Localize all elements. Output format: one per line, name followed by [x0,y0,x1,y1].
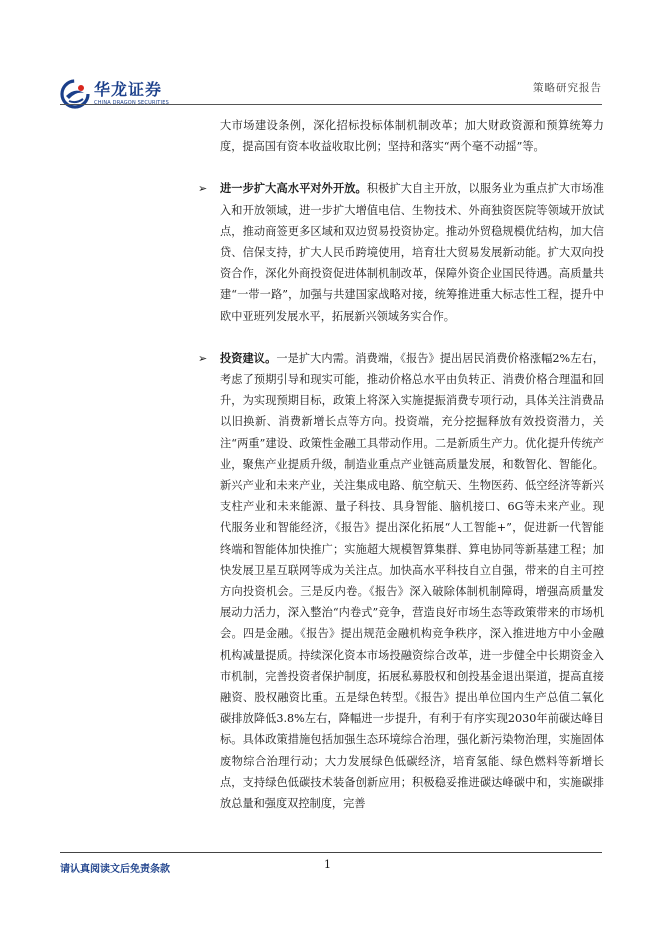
bullet-text: 积极扩大自主开放，以服务业为重点扩大市场准入和开放领域，进一步扩大增值电信、生物技术、外商独资医院等领域开放试点，推动商签更多区域和双边贸易投资协定。推动外贸稳规模优结构，加大信贷、信保支持，扩大人民币跨境使用，培育壮大贸易发展新动能。扩大双向投资合作，深化外商投资促进体制机制改革，保障外资企业国民待遇。高质量共建“一带一路”，加强与共建国家战略对接，统筹推进重大标志性工程，提升中欧中亚班列发展水平，拓展新兴领域务实合作。 [220,182,604,323]
company-logo [60,78,169,110]
arrow-bullet-icon: ➢ [198,351,208,365]
bullet-opening-up [198,178,604,326]
bullet-heading: 进一步扩大高水平对外开放。 [220,181,367,196]
arrow-bullet-icon: ➢ [198,182,208,196]
footer-disclaimer: 请认真阅读文后免责条款 [60,864,170,875]
page-header [0,0,662,112]
document-body [198,115,604,814]
footer-divider [60,852,602,853]
report-type-label: 策略研究报告 [533,82,602,94]
bullet-investment-advice [198,348,604,814]
header-divider [60,104,602,105]
page-number: 1 [324,858,331,871]
bullet-text: 一是扩大内需。消费端，《报告》提出居民消费价格涨幅2%左右，考虑了预期引导和现实可能，推动价格总水平由负转正、消费价格合理温和回升，为实现预期目标，政策上将深入实施提振消费专项行动，具体关注消费品以旧换新、消费新增长点等方向。投资端，充分挖掘释放有效投资潜力，关注“两重”建设、政策性金融工具带动作用。二是新质生产力。优化提升传统产业，聚焦产业提质升级，制造业重点产业链高质量发展，和数智化、智能化。新兴产业和未来产业，关注集成电路、航空航天、生物医药、低空经济等新兴支柱产业和未来能源、量子科技、具身智能、脑机接口、6G等未来产业。现代服务业和智能经济，《报告》提出深化拓展“人工智能+”，促进新一代智能终端和智能体加快推广；实施超大规模智算集群、算电协同等新基建工程；加快发展卫星互联网等成为关注点。加快高水平科技自立自强，带来的自主可控方向投资机会。三是反内卷。《报告》深入破除体制机制障碍，增强高质量发展动力活力，深入整治“内卷式”竞争，营造良好市场生态等政策带来的市场机会。四是金融。《报告》提出规范金融机构竞争秩序，深入推进地方中小金融机构减量提质。持续深化资本市场投融资综合改革，进一步健全中长期资金入市机制，完善投资者保护制度，拓展私募股权和创投基金退出渠道，提高直接融资、股权融资比重。五是绿色转型。《报告》提出单位国内生产总值二氧化碳排放降低3.8%左右，降幅进一步提升，有利于有序实现2030年前碳达峰目标。具体政策措施包括加强生态环境综合治理，强化新污染物治理，实施固体废物综合治理行动；大力发展绿色低碳经济，培育氢能、绿色燃料等新增长点，支持绿色低碳技术装备创新应用；积极稳妥推进碳达峰碳中和，实施碳排放总量和强度双控制度，完善 [220,351,604,811]
logo-english-name: CHINA DRAGON SECURITIES [94,100,169,106]
paragraph-continuation: 大市场建设条例，深化招标投标体制机制改革；加大财政资源和预算统筹力度，提高国有资本收益收取比例；坚持和落实“两个毫不动摇”等。 [220,119,604,154]
bullet-heading: 投资建议。 [220,350,277,365]
logo-chinese-name: 华龙证券 [94,80,163,99]
